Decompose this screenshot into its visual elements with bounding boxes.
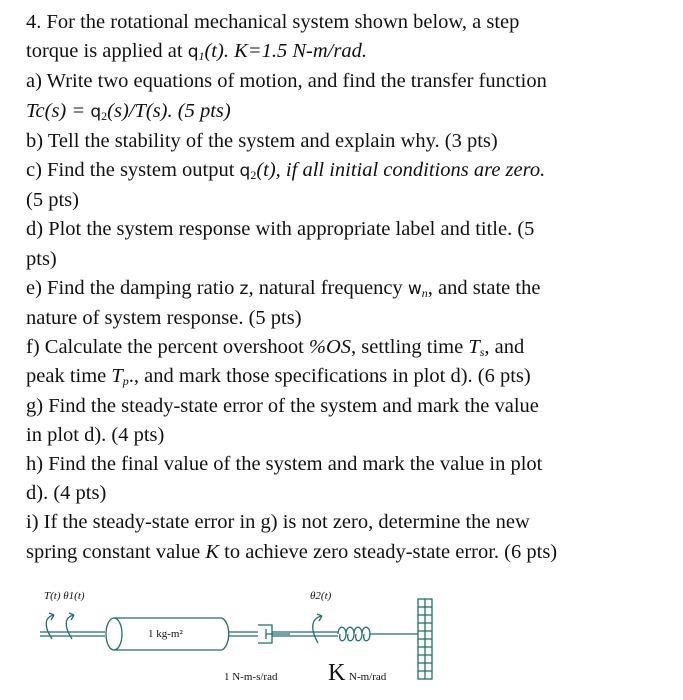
part-g-cont [26,421,666,450]
part-i [26,508,666,537]
text: pts) [26,247,57,270]
part-f [26,333,666,362]
part-h [26,450,666,479]
text: f) Calculate the percent overshoot [26,336,309,359]
text: torque is applied at [26,40,188,63]
part-h-cont [26,479,666,508]
part-e-cont [26,304,666,333]
text: (5 pts) [26,189,79,212]
torque-label: T(t) θ1(t) [44,590,85,602]
text: K [205,540,220,563]
text: , settling time [351,336,469,359]
text: , and [484,336,525,359]
problem-intro: 4. For the rotational mechanical system shown below, a step [26,11,520,33]
text: (t). K=1.5 N-m/rad. [204,40,367,63]
rotation-arrow-icon [313,616,322,643]
subscript: p [122,374,129,389]
part-a-cont [26,97,666,127]
text: c) Find the system output [26,159,240,182]
text: peak time [26,365,112,388]
subscript: s [479,345,485,360]
damper-label: 1 N-m-s/rad [224,671,278,683]
text: %OS [308,336,352,359]
text: to achieve zero steady-state error. (6 pts) [219,540,558,563]
theta-symbol: q [239,161,251,182]
part-a [26,67,666,96]
part-c [26,156,666,186]
part-d-cont [26,245,666,274]
text: in plot d). (4 pts) [26,423,165,446]
subscript: 2 [101,108,108,123]
text: d). (4 pts) [26,482,107,505]
text: (s)/T(s). (5 pts) [107,99,231,122]
text: i) If the steady-state error in g) is not zero, determine the new [26,511,530,534]
zeta-symbol: z [239,278,249,299]
subscript: n [421,285,428,300]
text: , natural frequency [248,276,408,299]
part-g [26,392,666,421]
subscript: 1 [198,49,205,64]
problem-line [26,37,666,67]
spring-label: N-m/rad [349,671,387,683]
part-b [26,127,666,156]
text: d) Plot the system response with appropriate label and title. (5 [26,218,535,241]
subscript: 2 [250,168,257,183]
part-f-cont [26,362,666,391]
text: Tc(s) = [26,99,91,122]
text: g) Find the steady-state error of the system and mark the value [26,394,539,417]
inertia-left-face [106,618,122,650]
problem-statement [26,8,666,567]
part-e [26,274,666,304]
spring-coil [338,627,370,641]
text: a) Write two equations of motion, and find the transfer function [26,70,547,93]
text: T [468,336,480,359]
mechanical-system-diagram [0,585,683,697]
theta-symbol: q [90,101,102,122]
omega-symbol: w [407,278,422,299]
inertia-right-face [222,618,229,650]
inertia-label: 1 kg-m² [148,628,183,640]
part-i-cont [26,538,666,567]
text: (t), if all initial conditions are zero. [256,159,546,182]
text: h) Find the final value of the system and mark the value in plot [26,453,543,476]
theta-symbol: q [187,42,199,63]
text: ., and mark those specifications in plot d). (6 pts) [128,365,531,388]
text: nature of system response. (5 pts) [26,307,302,330]
text: spring constant value [26,540,206,563]
part-c-cont [26,186,666,215]
problem-line [26,8,666,37]
text: e) Find the damping ratio [26,276,240,299]
text: b) Tell the stability of the system and explain why. (3 pts) [26,129,498,152]
text: , and state the [427,276,541,299]
text: T [111,365,123,388]
part-d [26,215,666,244]
theta2-label: θ2(t) [310,590,332,602]
spring-symbol: K [328,660,346,686]
